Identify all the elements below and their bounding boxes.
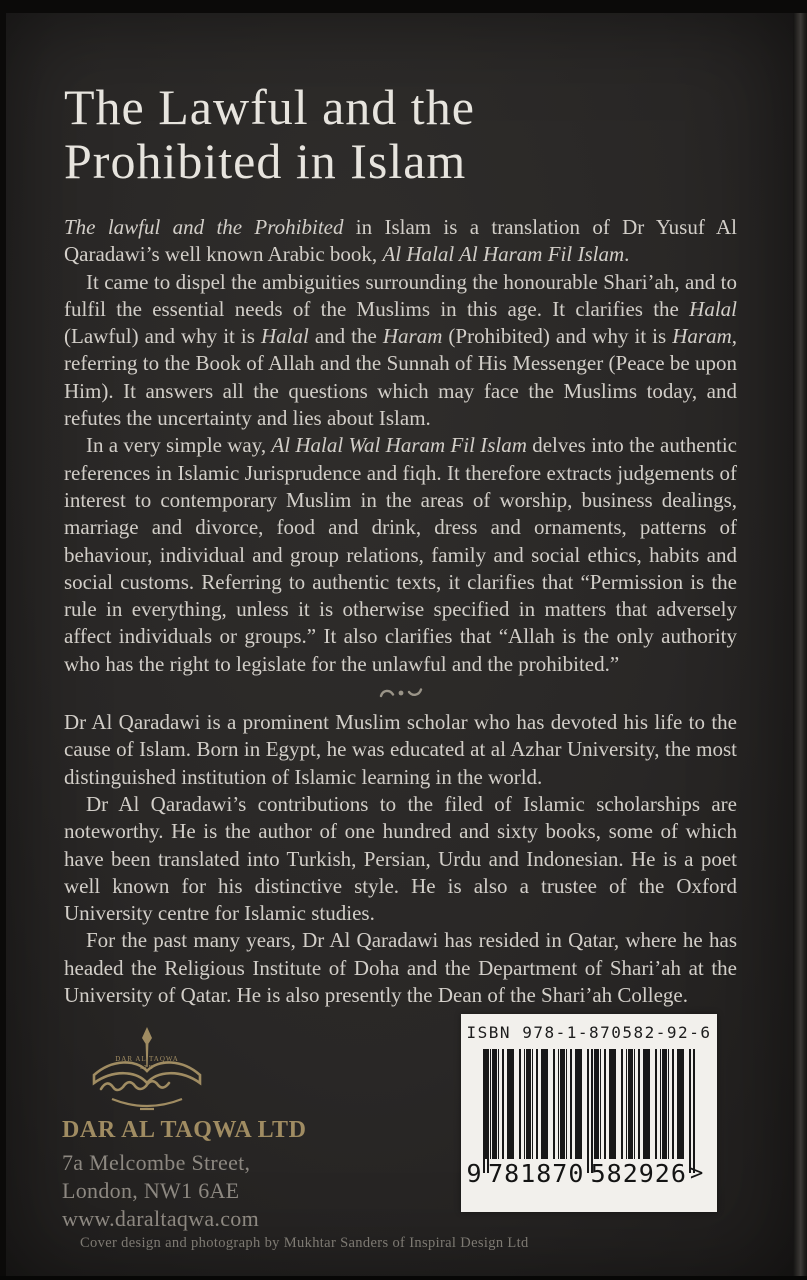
barcode-quiet-zone-arrow: >: [690, 1161, 704, 1186]
paragraph: In a very simple way, Al Halal Wal Haram Fil Islam delves into the authentic references in Islamic Jurisprudence and fiqh. It therefore extracts judgements of interest to contemporary Muslim in the areas of worship, business dealings, marriage and divorce, food and drink, dress and ornaments, patterns of behaviour, individual and group relations, family and social ethics, habits and social customs. Referring to authentic texts, it clarifies that “Permission is the rule in everything, unless it is otherwise specified in matters that adversely affect individuals or groups.” It also clarifies that “Allah is the only authority who has the right to legislate for the unlawful and the prohibited.”: [64, 433, 737, 676]
cover-content: [6, 13, 793, 1009]
barcode-digit-group-1: 781870: [488, 1159, 585, 1188]
barcode-guard-bar: [689, 1049, 691, 1173]
calligraphic-ornament-icon: [377, 685, 425, 701]
publisher-name: DAR AL TAQWA LTD: [62, 1117, 307, 1143]
barcode-guard-bar: [591, 1049, 593, 1173]
barcode-guard-bar: [587, 1049, 589, 1173]
address-line-city: London, NW1 6AE: [62, 1178, 240, 1203]
publisher-website: www.daraltaqwa.com: [62, 1206, 260, 1231]
book-cover: [6, 13, 793, 1280]
barcode-stripes: [485, 1049, 693, 1159]
paragraph: For the past many years, Dr Al Qaradawi has resided in Qatar, where he has headed the Religious Institute of Doha and the Department of Shari’ah at the University of Qatar. He is also presently the Dean of the Shari’ah College.: [64, 928, 737, 1008]
photo-bottom-edge: [0, 1276, 807, 1280]
paragraph: The lawful and the Prohibited in Islam is a translation of Dr Yusuf Al Qaradawi’s well known Arabic book, Al Halal Al Haram Fil Islam.: [64, 215, 737, 267]
publisher-address: [62, 1149, 259, 1233]
book-title-line-2: Prohibited in Islam: [64, 133, 467, 189]
svg-text:DAR AL TAQWA: DAR AL TAQWA: [115, 1055, 179, 1063]
book-page-edge: [793, 13, 807, 1280]
paragraph: Dr Al Qaradawi’s contributions to the filed of Islamic scholarships are noteworthy. He is the author of one hundred and sixty books, some of which have been translated into Turkish, Persian, Urdu and Indonesian. He is a poet well known for his distinctive style. He is also a trustee of the Oxford University centre for Islamic studies.: [64, 791, 737, 926]
author-bio: [64, 709, 737, 1009]
publisher-logo-open-book-pen-icon: [82, 1025, 212, 1117]
barcode-bars: [466, 1049, 704, 1199]
section-divider: [64, 685, 737, 701]
svg-text:LTD: LTD: [139, 1065, 155, 1071]
address-line-street: 7a Melcombe Street,: [62, 1150, 251, 1175]
synopsis: [64, 214, 737, 678]
barcode-panel: [461, 1014, 717, 1212]
barcode-digit-leading: 9: [466, 1159, 482, 1188]
paragraph: It came to dispel the ambiguities surrounding the honourable Shari’ah, and to fulfil the essential needs of the Muslims in this age. It clarifies the Halal (Lawful) and why it is Halal and the Haram (Prohibited) and why it is Haram, referring to the Book of Allah and the Sunnah of His Messenger (Peace be upon Him). It answers all the questions which may face the Muslims today, and refutes the uncertainty and lies about Islam.: [64, 269, 737, 431]
barcode-guard-bar: [487, 1049, 489, 1173]
isbn-label: ISBN 978-1-870582-92-6: [466, 1023, 712, 1042]
book-title-line-1: The Lawful and the: [64, 79, 475, 135]
cover-credit-line: Cover design and photograph by Mukhtar Sanders of Inspiral Design Ltd: [80, 1235, 529, 1251]
book-title: [64, 80, 737, 188]
barcode-digits: [466, 1159, 704, 1188]
barcode-digit-group-2: 582926: [590, 1159, 687, 1188]
paragraph: Dr Al Qaradawi is a prominent Muslim scholar who has devoted his life to the cause of Islam. Born in Egypt, he was educated at al Azhar University, the most distinguished institution of Islamic learning in the world.: [64, 710, 737, 789]
barcode-guard-bar: [483, 1049, 485, 1173]
barcode-guard-bar: [693, 1049, 695, 1173]
